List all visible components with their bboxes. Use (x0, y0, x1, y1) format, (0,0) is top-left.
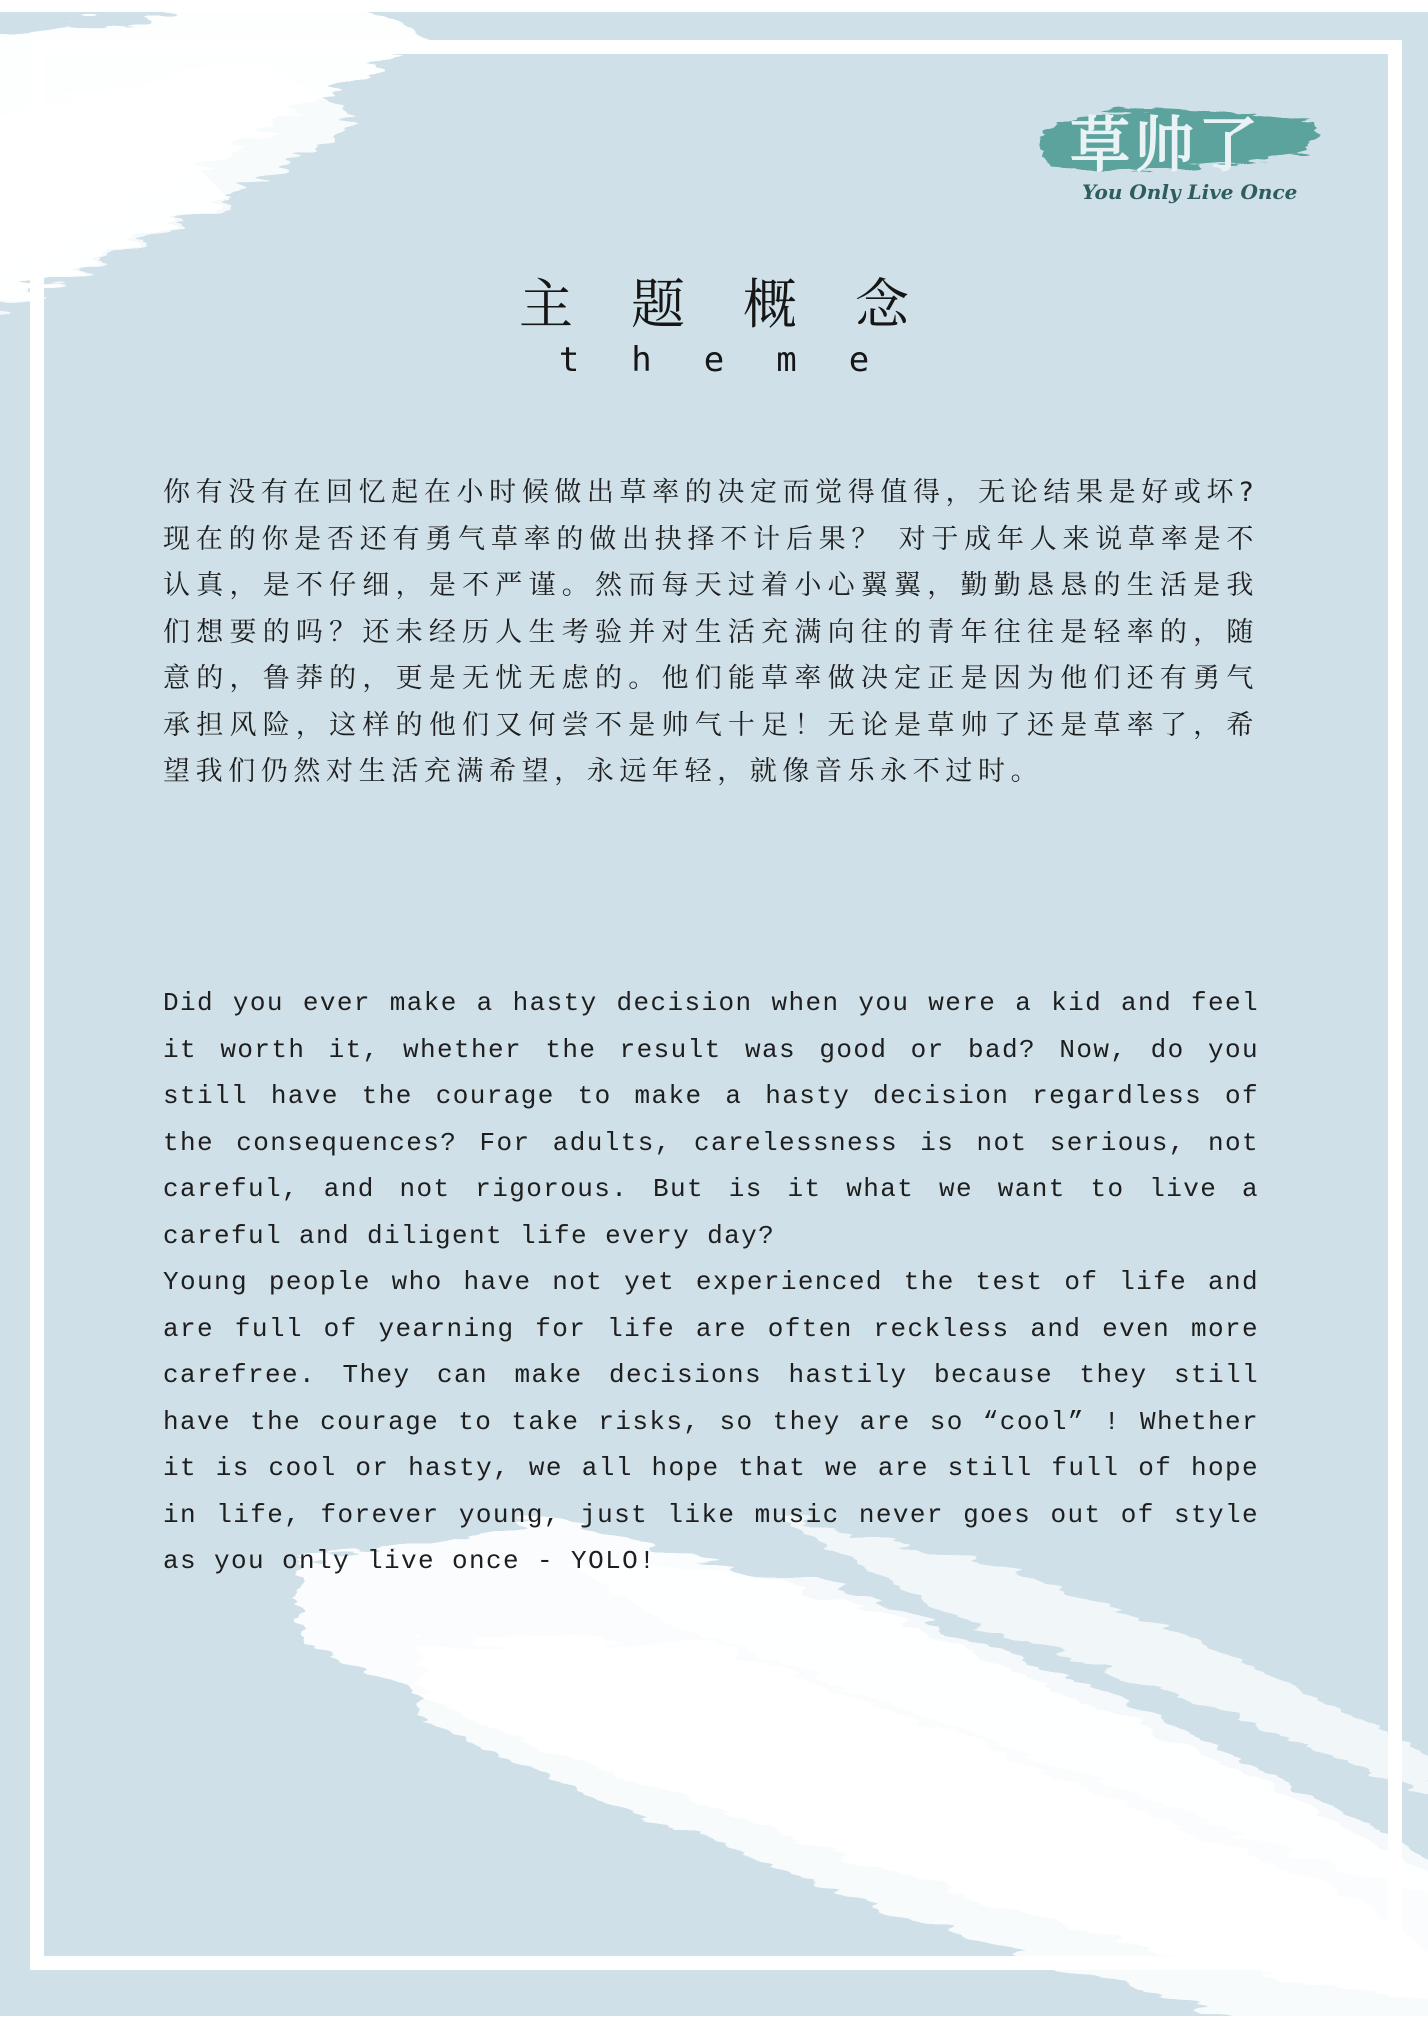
logo-chinese-text: 草帅了 (1070, 111, 1262, 181)
chinese-paragraph (163, 470, 1259, 796)
page-subtitle: theme (558, 340, 922, 380)
english-paragraph-2: Young people who have not yet experienced the test of life and are full of yearning for life are often reckless and even more carefree. They can make decisions hastily because they still have the courage to take risks, so they are so “cool” ! Whether it is cool or hasty, we all hope that we are still full of hope in life, forever young, just like music never goes out of style as you only live once - YOLO! (163, 1267, 1259, 1576)
logo-slogan: You Only Live Once (1082, 180, 1298, 204)
chinese-paragraph-text: 你有没有在回忆起在小时候做出草率的决定而觉得值得，无论结果是好或坏?现在的你是否还有勇气草率的做出抉择不计后果？ 对于成年人来说草率是不认真，是不仔细，是不严谨。然而每天过着小心翼翼，勤勤恳恳的生活是我们想要的吗？还未经历人生考验并对生活充满向往的青年往往是轻率的，随意的，鲁莽的，更是无忧无虑的。他们能草率做决定正是因为他们还有勇气承担风险，这样的他们又何尝不是帅气十足！无论是草帅了还是草率了，希望我们仍然对生活充满希望，永远年轻，就像音乐永不过时。 (163, 477, 1259, 787)
english-text (163, 980, 1259, 1585)
page-title: 主题概念 (519, 273, 967, 336)
brand-logo (1030, 92, 1330, 222)
english-paragraph-1: Did you ever make a hasty decision when you were a kid and feel it worth it, whether the result was good or bad? Now, do you still have the courage to make a hasty decision regardless of the consequences? For adults, carelessness is not serious, not careful, and not rigorous. But is it what we want to live a careful and diligent life every day? (163, 988, 1259, 1251)
